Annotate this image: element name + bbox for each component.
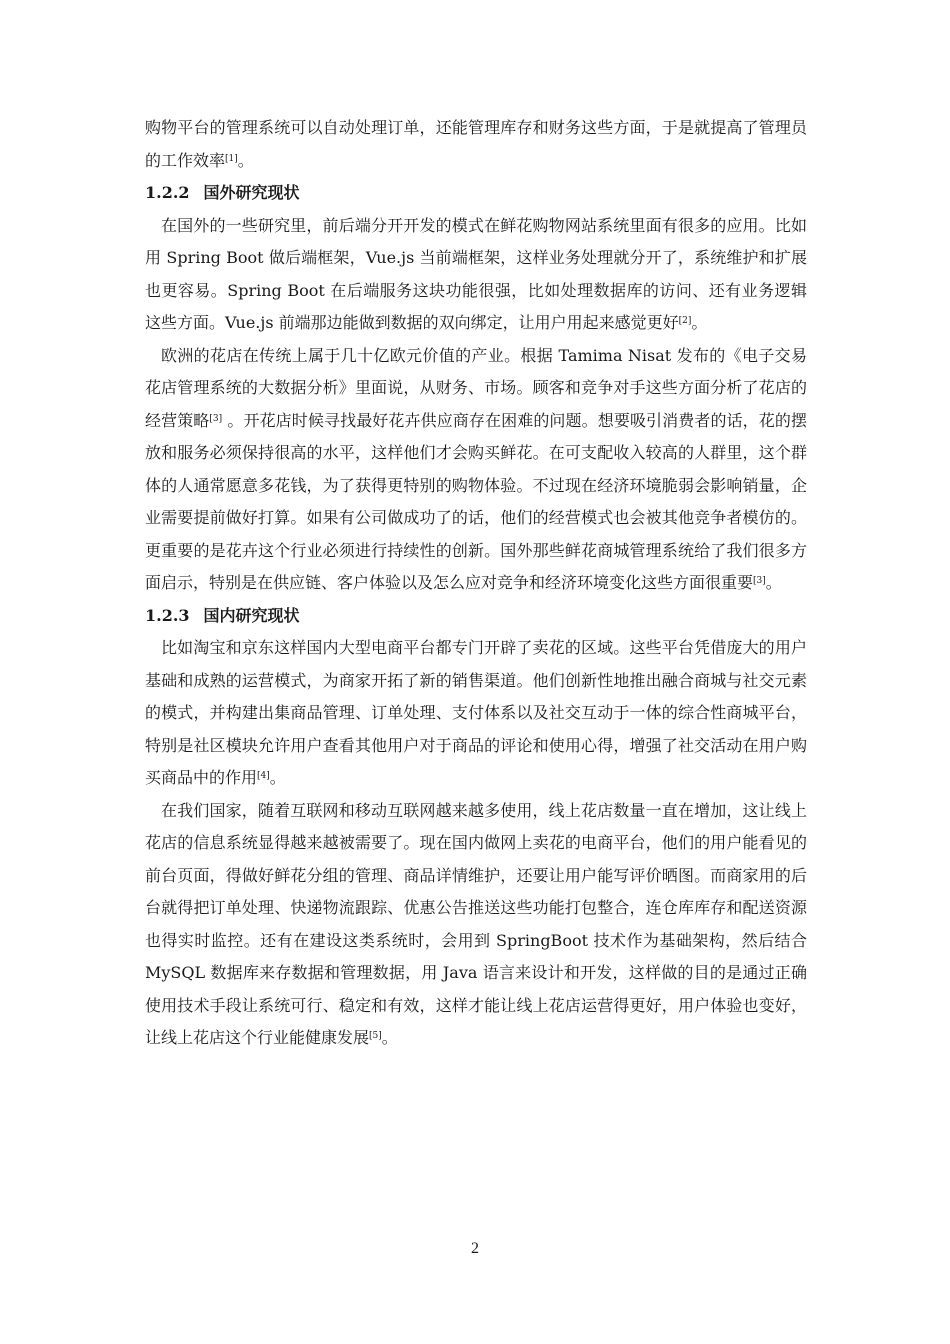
paragraph-domestic-2 xyxy=(145,795,807,1055)
section-heading-foreign-research xyxy=(145,177,807,210)
paragraph-end: 。 xyxy=(237,150,254,170)
citation-ref: [3] xyxy=(753,576,766,586)
section-number: 1.2.2 xyxy=(145,183,190,202)
paragraph-end: 。 xyxy=(381,1028,398,1047)
paragraph-text: 在国外的一些研究里，前后端分开开发的模式在鲜花购物网站系统里面有很多的应用。比如用 Spring Boot 做后端框架，Vue.js 当前端框架，这样业务处理就分开了，系统维护和扩展也更容易。Spring Boot 在后端服务这块功能很强，比如处理数据库的访问、还有业务逻辑这些方面。Vue.js 前端那边能做到数据的双向绑定，让用户用起来感觉更好 xyxy=(145,215,807,332)
page-number: 2 xyxy=(471,1240,479,1257)
section-heading-domestic-research xyxy=(145,600,807,633)
paragraph-text: 。开花店时候寻找最好花卉供应商存在困难的问题。想要吸引消费者的话，花的摆放和服务必须保持很高的水平，这样他们才会购买鲜花。在可支配收入较高的人群里，这个群体的人通常愿意多花钱，为了获得更特别的购物体验。不过现在经济环境脆弱会影响销量，企业需要提前做好打算。如果有公司做成功了的话，他们的经营模式也会被其他竞争者模仿的。更重要的是花卉这个行业必须进行持续性的创新。国外那些鲜花商城管理系统给了我们很多方面启示，特别是在供应链、客户体验以及怎么应对竞争和经济环境变化这些方面很重要 xyxy=(145,410,807,592)
citation-ref: [5] xyxy=(369,1031,382,1041)
citation-ref: [1] xyxy=(225,153,238,164)
paragraph-end: 。 xyxy=(765,573,782,592)
document-page xyxy=(145,112,807,1055)
citation-ref: [2] xyxy=(678,316,692,326)
paragraph-text: 在我们国家，随着互联网和移动互联网越来越多使用，线上花店数量一直在增加，这让线上花店的信息系统显得越来越被需要了。现在国内做网上卖花的电商平台，他们的用户能看见的前台页面，得做好鲜花分组的管理、商品详情维护，还要让用户能写评价晒图。而商家用的后台就得把订单处理、快递物流跟踪、优惠公告推送这些功能打包整合，连仓库库存和配送资源也得实时监控。还有在建设这类系统时，会用到 SpringBoot 技术作为基础架构，然后结合 MySQL 数据库来存数据和管理数据，用 Java 语言来设计和开发，这样做的目的是通过正确使用技术手段让系统可行、稳定和有效，这样才能让线上花店运营得更好，用户体验也变好，让线上花店这个行业能健康发展 xyxy=(145,800,807,1047)
citation-ref: [3] xyxy=(209,413,223,424)
section-title: 国内研究现状 xyxy=(203,605,300,625)
paragraph-text: 购物平台的管理系统可以自动处理订单，还能管理库存和财务这些方面，于是就提高了管理员的工作效率 xyxy=(145,118,807,170)
section-number: 1.2.3 xyxy=(145,605,190,625)
citation-ref: [4] xyxy=(257,771,270,781)
paragraph-text: 比如淘宝和京东这样国内大型电商平台都专门开辟了卖花的区域。这些平台凭借庞大的用户基础和成熟的运营模式，为商家开拓了新的销售渠道。他们创新性地推出融合商城与社交元素的模式，并构建出集商品管理、订单处理、支付体系以及社交互动于一体的综合性商城平台，特别是社区模块允许用户查看其他用户对于商品的评论和使用心得，增强了社交活动在用户购买商品中的作用 xyxy=(145,638,807,787)
paragraph-end: 。 xyxy=(269,768,286,787)
paragraph-text: 欧洲的花店在传统上属于几十亿欧元价值的产业。根据 Tamima Nisat 发布的《电子交易花店管理系统的大数据分析》里面说，从财务、市场。顾客和竞争对手这些方面分析了花店的经营策略 xyxy=(145,345,807,430)
paragraph-intro xyxy=(145,112,807,177)
paragraph-end: 。 xyxy=(691,313,708,332)
section-title: 国外研究现状 xyxy=(203,183,300,202)
paragraph-foreign-1 xyxy=(145,210,807,340)
paragraph-domestic-1 xyxy=(145,632,807,795)
paragraph-foreign-2 xyxy=(145,340,807,600)
